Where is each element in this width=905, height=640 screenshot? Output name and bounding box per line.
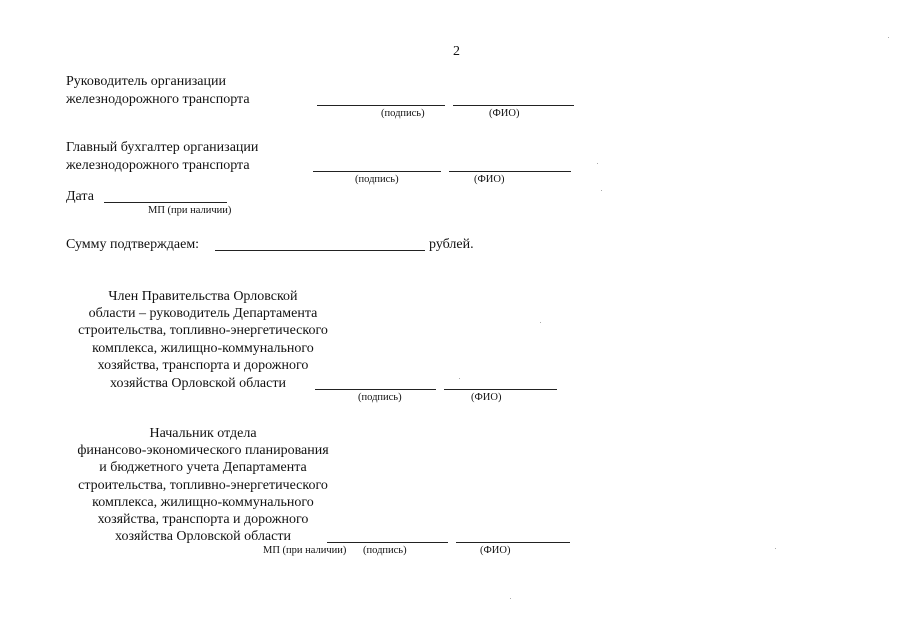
sum-label: Сумму подтверждаем: <box>66 237 200 252</box>
scan-speck <box>459 378 460 379</box>
block4-line3: и бюджетного учета Департамента <box>99 460 307 475</box>
scan-speck <box>888 37 889 38</box>
date-line <box>104 202 227 203</box>
block3-fio-line <box>444 389 557 390</box>
block3-fio-caption: (ФИО) <box>471 392 502 403</box>
block3-line5: хозяйства, транспорта и дорожного <box>97 358 309 373</box>
block4-line6: хозяйства, транспорта и дорожного <box>97 512 309 527</box>
sum-unit: рублей. <box>429 237 474 252</box>
block4-signature-line <box>327 542 448 543</box>
scan-speck <box>775 548 776 549</box>
block4-fio-line <box>456 542 570 543</box>
date-stamp-caption: МП (при наличии) <box>148 205 232 216</box>
block2-title-line2: железнодорожного транспорта <box>66 158 250 173</box>
date-label: Дата <box>66 189 94 204</box>
block1-signature-line <box>317 105 445 106</box>
scan-speck <box>510 598 511 599</box>
block4-line5: комплекса, жилищно-коммунального <box>92 495 314 510</box>
block1-fio-line <box>453 105 574 106</box>
block4-stamp-caption: МП (при наличии) <box>263 545 347 556</box>
block3-line2: области – руководитель Департамента <box>88 306 318 321</box>
block3-signature-line <box>315 389 436 390</box>
block2-signature-line <box>313 171 441 172</box>
block1-signature-caption: (подпись) <box>381 108 425 119</box>
block3-line4: комплекса, жилищно-коммунального <box>92 341 314 356</box>
page-number: 2 <box>453 44 460 59</box>
block3-signature-caption: (подпись) <box>358 392 402 403</box>
scan-speck <box>597 163 598 164</box>
block4-signature-caption: (подпись) <box>363 545 407 556</box>
scan-speck <box>540 322 541 323</box>
scan-speck <box>601 190 602 191</box>
block1-title-line1: Руководитель организации <box>66 74 226 89</box>
block4-line2: финансово-экономического планирования <box>77 443 329 458</box>
block2-title-line1: Главный бухгалтер организации <box>66 140 259 155</box>
block2-fio-line <box>449 171 571 172</box>
block3-line3: строительства, топливно-энергетического <box>78 323 328 338</box>
block3-line6: хозяйства Орловской области <box>110 376 286 391</box>
block3-line1: Член Правительства Орловской <box>108 289 298 304</box>
block4-fio-caption: (ФИО) <box>480 545 511 556</box>
sum-line <box>215 250 425 251</box>
block4-line1: Начальник отдела <box>149 426 257 441</box>
block2-signature-caption: (подпись) <box>355 174 399 185</box>
block1-title-line2: железнодорожного транспорта <box>66 92 250 107</box>
block4-line7: хозяйства Орловской области <box>115 529 291 544</box>
block2-fio-caption: (ФИО) <box>474 174 505 185</box>
block4-line4: строительства, топливно-энергетического <box>78 478 328 493</box>
block1-fio-caption: (ФИО) <box>489 108 520 119</box>
